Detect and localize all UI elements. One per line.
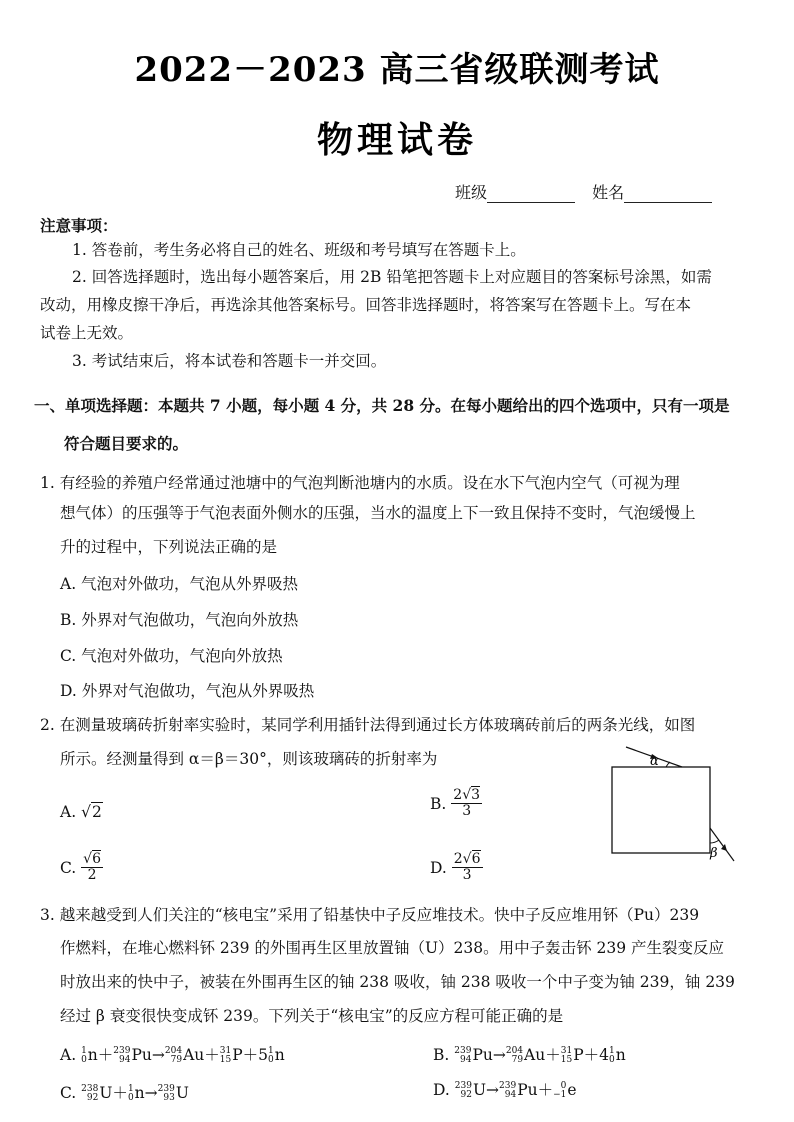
exam-title: 2022－2023 高三省级联测考试 bbox=[134, 50, 660, 90]
notice-heading: 注意事项： bbox=[40, 216, 118, 235]
q2-option-a: A. √2 bbox=[60, 803, 102, 821]
q1-option-b: B. 外界对气泡做功，气泡向外放热 bbox=[60, 611, 299, 629]
q2-option-d: D. $\frac{2√6}{3}$ bbox=[430, 851, 481, 884]
class-blank[interactable] bbox=[487, 186, 575, 203]
class-label: 班级 bbox=[455, 183, 488, 202]
subject-title: 物理试卷 bbox=[316, 119, 477, 161]
q1-line-3: 升的过程中，下列说法正确的是 bbox=[60, 538, 278, 556]
q3-option-a: A. 1 0 n＋ 239 94 Pu→ 204 79 Au＋ 31 15 P＋5 1 0 n bbox=[60, 1046, 285, 1065]
notice-item-2-cont: 改动，用橡皮擦干净后，再选涂其他答案标号。回答非选择题时，将答案写在答题卡上。写在本 bbox=[40, 296, 692, 314]
q1-line-1: 1. 有经验的养殖户经常通过池塘中的气泡判断池塘内的水质。设在水下气泡内空气（可视为理 bbox=[40, 474, 680, 492]
student-fields bbox=[455, 180, 724, 203]
name-blank[interactable] bbox=[624, 186, 712, 203]
notice-item-2-end: 试卷上无效。 bbox=[40, 324, 134, 342]
sqrt-sign: √2 bbox=[81, 803, 102, 821]
q3-line-4: 经过 β 衰变很快变成钚 239。下列关于“核电宝”的反应方程可能正确的是 bbox=[60, 1007, 564, 1025]
glass-brick bbox=[612, 767, 710, 853]
q1-line-2: 想气体）的压强等于气泡表面外侧水的压强，当水的温度上下一致且保持不变时，气泡缓慢上 bbox=[60, 504, 696, 522]
beta-arc bbox=[710, 840, 719, 843]
q3-line-3: 时放出来的快中子，被装在外围再生区的铀 238 吸收，铀 238 吸收一个中子变为铀 239，铀 239 bbox=[60, 973, 735, 991]
q1-option-d: D. 外界对气泡做功，气泡从外界吸热 bbox=[60, 682, 315, 700]
q1-option-a: A. 气泡对外做功，气泡从外界吸热 bbox=[60, 575, 299, 593]
q3-option-b: B. 239 94 Pu→ 204 79 Au＋ 31 15 P＋4 1 0 n bbox=[433, 1046, 626, 1065]
beta-label: β bbox=[710, 846, 718, 861]
q1-option-c: C. 气泡对外做功，气泡向外放热 bbox=[60, 647, 283, 665]
q3-line-2: 作燃料，在堆心燃料钚 239 的外围再生区里放置铀（U）238。用中子轰击钚 239 产生裂变反应 bbox=[60, 939, 725, 957]
name-label: 姓名 bbox=[592, 183, 625, 202]
alpha-label: α bbox=[650, 754, 659, 769]
q3-option-c: C. 238 92 U＋ 1 0 n→ 239 93 U bbox=[60, 1084, 189, 1103]
section-heading: 一、单项选择题：本题共 7 小题，每小题 4 分，共 28 分。在每小题给出的四个选项中，只有一项是 bbox=[34, 396, 730, 415]
glass-brick-diagram bbox=[590, 745, 750, 865]
notice-item-1: 1. 答卷前，考生务必将自己的姓名、班级和考号填写在答题卡上。 bbox=[72, 241, 526, 259]
notice-item-3: 3. 考试结束后，将本试卷和答题卡一并交回。 bbox=[72, 352, 387, 370]
notice-item-2: 2. 回答选择题时，选出每小题答案后，用 2B 铅笔把答题卡上对应题目的答案标号涂黑，如需 bbox=[72, 268, 712, 286]
q3-option-d: D. 239 92 U→ 239 94 Pu＋ 0 −1 e bbox=[433, 1081, 577, 1100]
q2-line-2: 所示。经测量得到 α＝β＝30°，则该玻璃砖的折射率为 bbox=[60, 750, 438, 768]
alpha-arc bbox=[666, 762, 670, 767]
section-heading-cont: 符合题目要求的。 bbox=[64, 434, 189, 453]
q2-line-1: 2. 在测量玻璃砖折射率实验时，某同学利用插针法得到通过长方体玻璃砖前后的两条光线，如图 bbox=[40, 716, 696, 734]
q3-line-1: 3. 越来越受到人们关注的“核电宝”采用了铅基快中子反应堆技术。快中子反应堆用钚（Pu）239 bbox=[40, 906, 700, 924]
q2-option-b: B. $\frac{2√3}{3}$ bbox=[430, 787, 481, 820]
q2-option-c: C. $\frac{√6}{2}$ bbox=[60, 851, 102, 884]
